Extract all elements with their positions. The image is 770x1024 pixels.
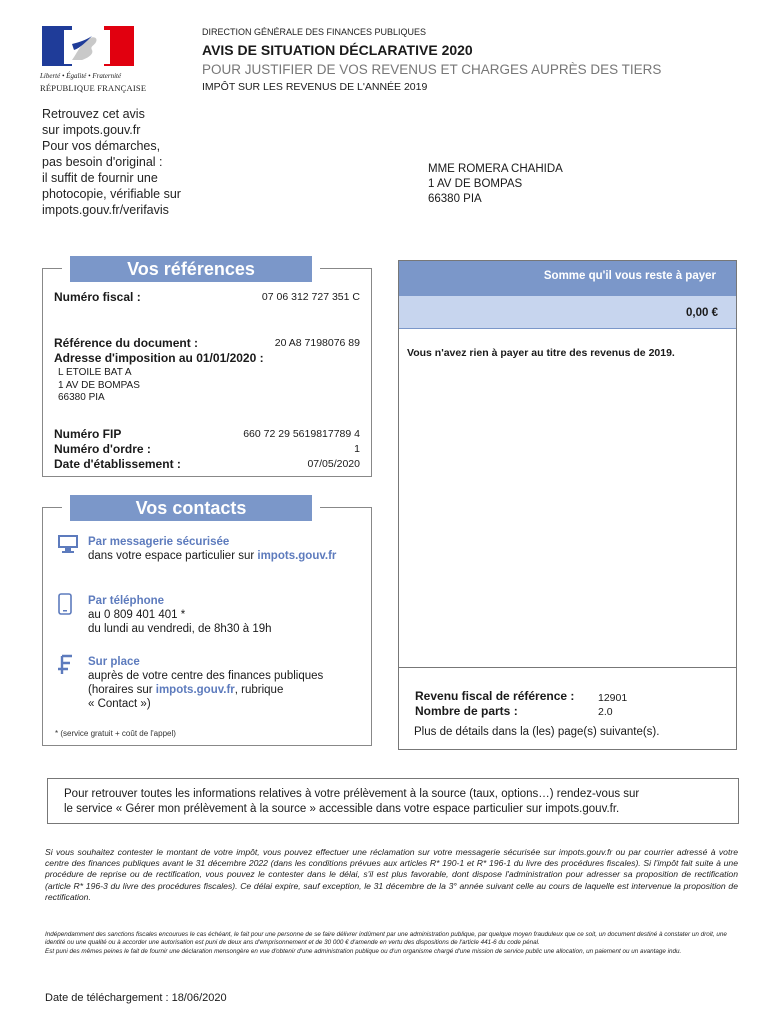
impot-label: IMPÔT SUR LES REVENUS DE L'ANNÉE 2019 <box>202 81 428 93</box>
numero-fiscal-value: 07 06 312 727 351 C <box>261 291 360 303</box>
notice-line: photocopie, vérifiable sur <box>42 187 181 201</box>
download-date: Date de téléchargement : 18/06/2020 <box>45 992 227 1004</box>
ref-doc-value: 20 A8 7198076 89 <box>274 337 360 349</box>
contacts-box <box>42 498 372 746</box>
sanctions-notice <box>45 931 738 956</box>
sanctions-text-2: Est puni des mêmes peines le fait de fournir une déclaration mensongère en vue d'obtenir d'une administration publique ou d'un organisme chargé d'une mission de service public une allocation, un paiement ou un avantage indu. <box>45 947 682 955</box>
messagerie-head: Par messagerie sécurisée <box>88 536 230 548</box>
notice-line: sur impots.gouv.fr <box>42 123 141 137</box>
document-subtitle: POUR JUSTIFIER DE VOS REVENUS ET CHARGES AUPRÈS DES TIERS <box>202 62 662 77</box>
place-head: Sur place <box>88 656 140 668</box>
service-footnote: * (service gratuit + coût de l'appel) <box>55 729 176 738</box>
recipient-street: 1 AV DE BOMPAS <box>428 178 523 190</box>
marianne-icon <box>64 30 110 64</box>
references-box <box>42 259 372 477</box>
ref-doc-row <box>54 336 360 350</box>
sanctions-text: Indépendamment des sanctions fiscales encourues le cas échéant, le fait pour une personne de se faire délivrer indûment par une administration publique, par quelque moyen frauduleux que ce soit, un document destiné à constater un droit, une identité ou une qualité ou à accorder une autorisation est puni de deux ans d'emprisonnement et de 30 000 € d'amende en vertu des dispositions de l'article 441-6 du code pénal. <box>45 931 727 947</box>
recipient-city: 66380 PIA <box>428 193 482 205</box>
parts-label: Nombre de parts : <box>415 704 518 718</box>
revenu-panel <box>398 668 737 750</box>
payment-header: Somme qu'il vous reste à payer <box>399 261 736 295</box>
adresse-label: Adresse d'imposition au 01/01/2020 : <box>54 351 264 365</box>
contact-sur-place <box>88 655 323 711</box>
recipient-address <box>428 162 563 207</box>
payment-panel <box>398 260 737 668</box>
fip-label: Numéro FIP <box>54 427 122 441</box>
document-header <box>202 27 661 93</box>
banner-line2: le service « Gérer mon prélèvement à la source » accessible dans votre espace particulier sur impots.gouv.fr. <box>64 803 620 815</box>
more-details: Plus de détails dans la (les) page(s) suivante(s). <box>414 726 660 738</box>
franc-icon <box>57 654 75 676</box>
recipient-name: MME ROMERA CHAHIDA <box>428 163 563 175</box>
ordre-label: Numéro d'ordre : <box>54 442 151 456</box>
date-label: Date d'établissement : <box>54 457 181 471</box>
notice-line: il suffit de fournir une <box>42 171 158 185</box>
contact-messagerie <box>88 535 336 563</box>
tel-hours: du lundi au vendredi, de 8h30 à 19h <box>88 623 272 635</box>
adresse-imposition <box>58 367 140 405</box>
place-line3: « Contact ») <box>88 698 151 710</box>
contact-telephone <box>88 594 272 636</box>
ordre-row <box>54 442 360 456</box>
notice-line: impots.gouv.fr/verifavis <box>42 203 169 217</box>
notice-line: pas besoin d'original : <box>42 155 163 169</box>
tel-head: Par téléphone <box>88 595 165 607</box>
payment-message: Vous n'avez rien à payer au titre des revenus de 2019. <box>407 347 675 359</box>
contacts-title: Vos contacts <box>70 495 312 521</box>
date-value: 07/05/2020 <box>307 458 360 470</box>
notice-line: Retrouvez cet avis <box>42 107 145 121</box>
place-line2-pre: (horaires sur <box>88 684 156 696</box>
marianne-logo <box>40 26 170 93</box>
messagerie-link[interactable]: impots.gouv.fr <box>257 550 337 562</box>
date-row <box>54 457 360 471</box>
fip-value: 660 72 29 5619817789 4 <box>243 428 360 440</box>
prelevement-banner <box>47 778 739 824</box>
numero-fiscal-row <box>54 290 360 304</box>
payment-amount: 0,00 € <box>399 295 736 329</box>
contest-notice: Si vous souhaitez contester le montant de votre impôt, vous pouvez effectuer une réclamation sur votre messagerie sécurisée sur impots.gouv.fr ou par courrier adressé à votre centre des finances publiques avant le 31 décembre 2022 (dans les conditions prévues aux articles R* 190-1 et R* 196-1 du livre des procédures fiscales). Si l'impôt fait suite à une procédure de reprise ou de rectification, vous pouvez le contester dans le délai, s'il est plus favorable, dont dispose l'administration pour adresser sa proposition de rectification (article R* 196-3 du livre des procédures fiscales). Ce délai expire, sauf exception, le 31 décembre de la 3° année suivant celle au cours de laquelle est intervenue la proposition de rectification. <box>45 847 738 902</box>
devise: Liberté • Égalité • Fraternité <box>40 72 122 80</box>
notice-line: Pour vos démarches, <box>42 139 161 153</box>
place-line2-post: , rubrique <box>234 684 284 696</box>
parts-value: 2.0 <box>598 706 613 718</box>
direction-label: DIRECTION GÉNÉRALE DES FINANCES PUBLIQUES <box>202 27 427 37</box>
ordre-value: 1 <box>354 443 360 455</box>
messagerie-text: dans votre espace particulier sur <box>88 550 258 562</box>
fip-row <box>54 427 360 441</box>
computer-icon <box>57 534 79 554</box>
republique-label: RÉPUBLIQUE FRANÇAISE <box>40 83 147 93</box>
phone-icon <box>57 593 73 615</box>
place-link[interactable]: impots.gouv.fr <box>155 684 235 696</box>
place-line1: auprès de votre centre des finances publiques <box>88 670 324 682</box>
references-title: Vos références <box>70 256 312 282</box>
tel-number: au 0 809 401 401 * <box>88 609 186 621</box>
adresse-line: 1 AV DE BOMPAS <box>58 379 140 391</box>
adresse-line: L ETOILE BAT A <box>58 367 132 378</box>
flag-icon <box>42 26 134 66</box>
rfr-label: Revenu fiscal de référence : <box>415 689 575 703</box>
document-title: AVIS DE SITUATION DÉCLARATIVE 2020 <box>202 42 473 58</box>
adresse-row <box>54 351 360 365</box>
numero-fiscal-label: Numéro fiscal : <box>54 290 141 304</box>
rfr-value: 12901 <box>598 692 628 704</box>
notice-text <box>42 106 181 218</box>
ref-doc-label: Référence du document : <box>54 336 199 350</box>
banner-line1: Pour retrouver toutes les informations relatives à votre prélèvement à la source (taux, options…) rendez-vous sur <box>64 788 640 800</box>
adresse-line: 66380 PIA <box>58 392 105 403</box>
